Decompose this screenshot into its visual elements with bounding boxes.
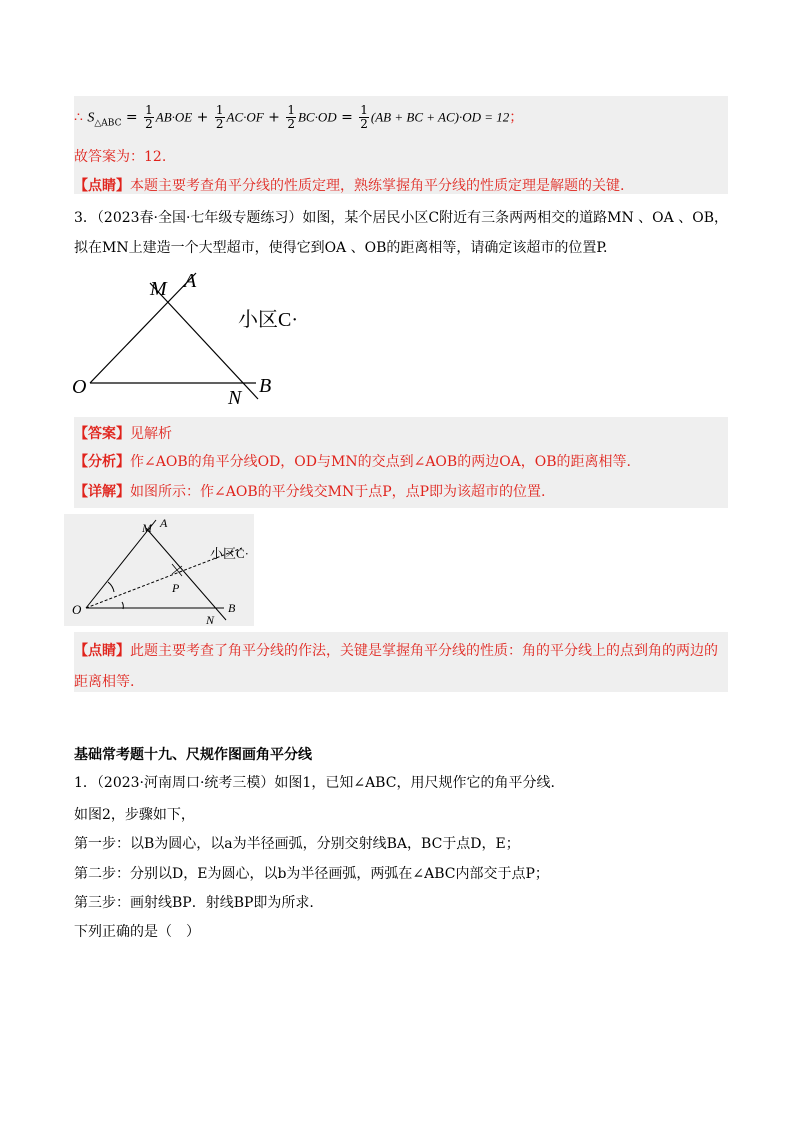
fraction-half-3: $\frac{1}{2}$ bbox=[287, 103, 295, 131]
question-1-line-4: 第二步：分别以D，E为圆心，以b为半径画弧，两弧在∠ABC内部交于点P； bbox=[74, 866, 549, 882]
comment-line-1: 【点睛】本题主要考查角平分线的性质定理，熟练掌握角平分线的性质定理是解题的关键. bbox=[74, 178, 625, 194]
label-community-c: 小区C· bbox=[210, 546, 250, 561]
comment-line-3a: 【点睛】此题主要考查了角平分线的作法，关键是掌握角平分线的性质：角的平分线上的点到角的两边的 bbox=[74, 643, 718, 659]
question-3-line-2: 拟在MN上建造一个大型超市，使得它到OA 、OB的距离相等，请确定该超市的位置P. bbox=[74, 240, 608, 256]
figure-roads bbox=[60, 265, 320, 415]
label-a: A bbox=[184, 270, 197, 292]
fraction-half-2: $\frac{1}{2}$ bbox=[215, 103, 224, 131]
question-3-line-1: 3．（2023春·全国·七年级专题练习）如图，某个居民小区C附近有三条两两相交的道路MN 、OA 、OB， bbox=[74, 210, 728, 226]
label-n: N bbox=[206, 613, 215, 626]
question-1-line-3: 第一步：以B为圆心，以a为半径画弧，分别交射线BA，BC于点D，E； bbox=[74, 836, 520, 852]
label-p: P bbox=[172, 581, 180, 595]
answer-line-3: 【答案】见解析 bbox=[74, 426, 172, 442]
analysis-line-3: 【分析】作∠AOB的角平分线OD，OD与MN的交点到∠AOB的两边OA，OB的距离相等. bbox=[74, 454, 632, 470]
question-1-line-2: 如图2，步骤如下， bbox=[74, 807, 195, 823]
formula-s-sub: △ABC bbox=[94, 118, 122, 129]
road-mn bbox=[150, 283, 258, 399]
road-oa bbox=[90, 273, 196, 383]
section-title: 基础常考题十九、尺规作图画角平分线 bbox=[74, 747, 312, 763]
question-1-line-6: 下列正确的是（ ） bbox=[74, 924, 200, 940]
label-a: A bbox=[160, 516, 168, 530]
label-b: B bbox=[259, 375, 272, 397]
label-o: O bbox=[72, 376, 87, 398]
label-b: B bbox=[228, 601, 236, 615]
detail-line-3: 【详解】如图所示：作∠AOB的平分线交MN于点P，点P即为该超市的位置. bbox=[74, 484, 546, 500]
label-m: M bbox=[142, 521, 152, 535]
formula-s: S bbox=[87, 110, 95, 126]
fraction-half-1: $\frac{1}{2}$ bbox=[145, 103, 153, 131]
label-community-c: 小区C· bbox=[238, 309, 298, 331]
comment-line-3b: 距离相等. bbox=[74, 674, 135, 690]
label-m: M bbox=[150, 278, 167, 300]
question-1-line-5: 第三步：画射线BP．射线BP即为所求. bbox=[74, 895, 314, 911]
label-o: O bbox=[72, 602, 82, 617]
label-n: N bbox=[228, 387, 242, 409]
fraction-half-4: $\frac{1}{2}$ bbox=[360, 103, 368, 131]
area-formula: ∴ $S_{\triangle ABC}$ = $\frac{1}{2}$ AB·OE + $\frac{1}{2}$ AC·OF + $\frac{1}{2}$ BC·OD = $\frac{1}{2}$ (AB + BC + AC)·OD = 12； bbox=[74, 103, 524, 131]
answer-line-1: 故答案为：12. bbox=[74, 149, 167, 165]
figure-bisector bbox=[64, 514, 254, 626]
question-1-line-1: 1．（2023·河南周口·统考三模）如图1，已知∠ABC，用尺规作它的角平分线. bbox=[74, 775, 555, 791]
